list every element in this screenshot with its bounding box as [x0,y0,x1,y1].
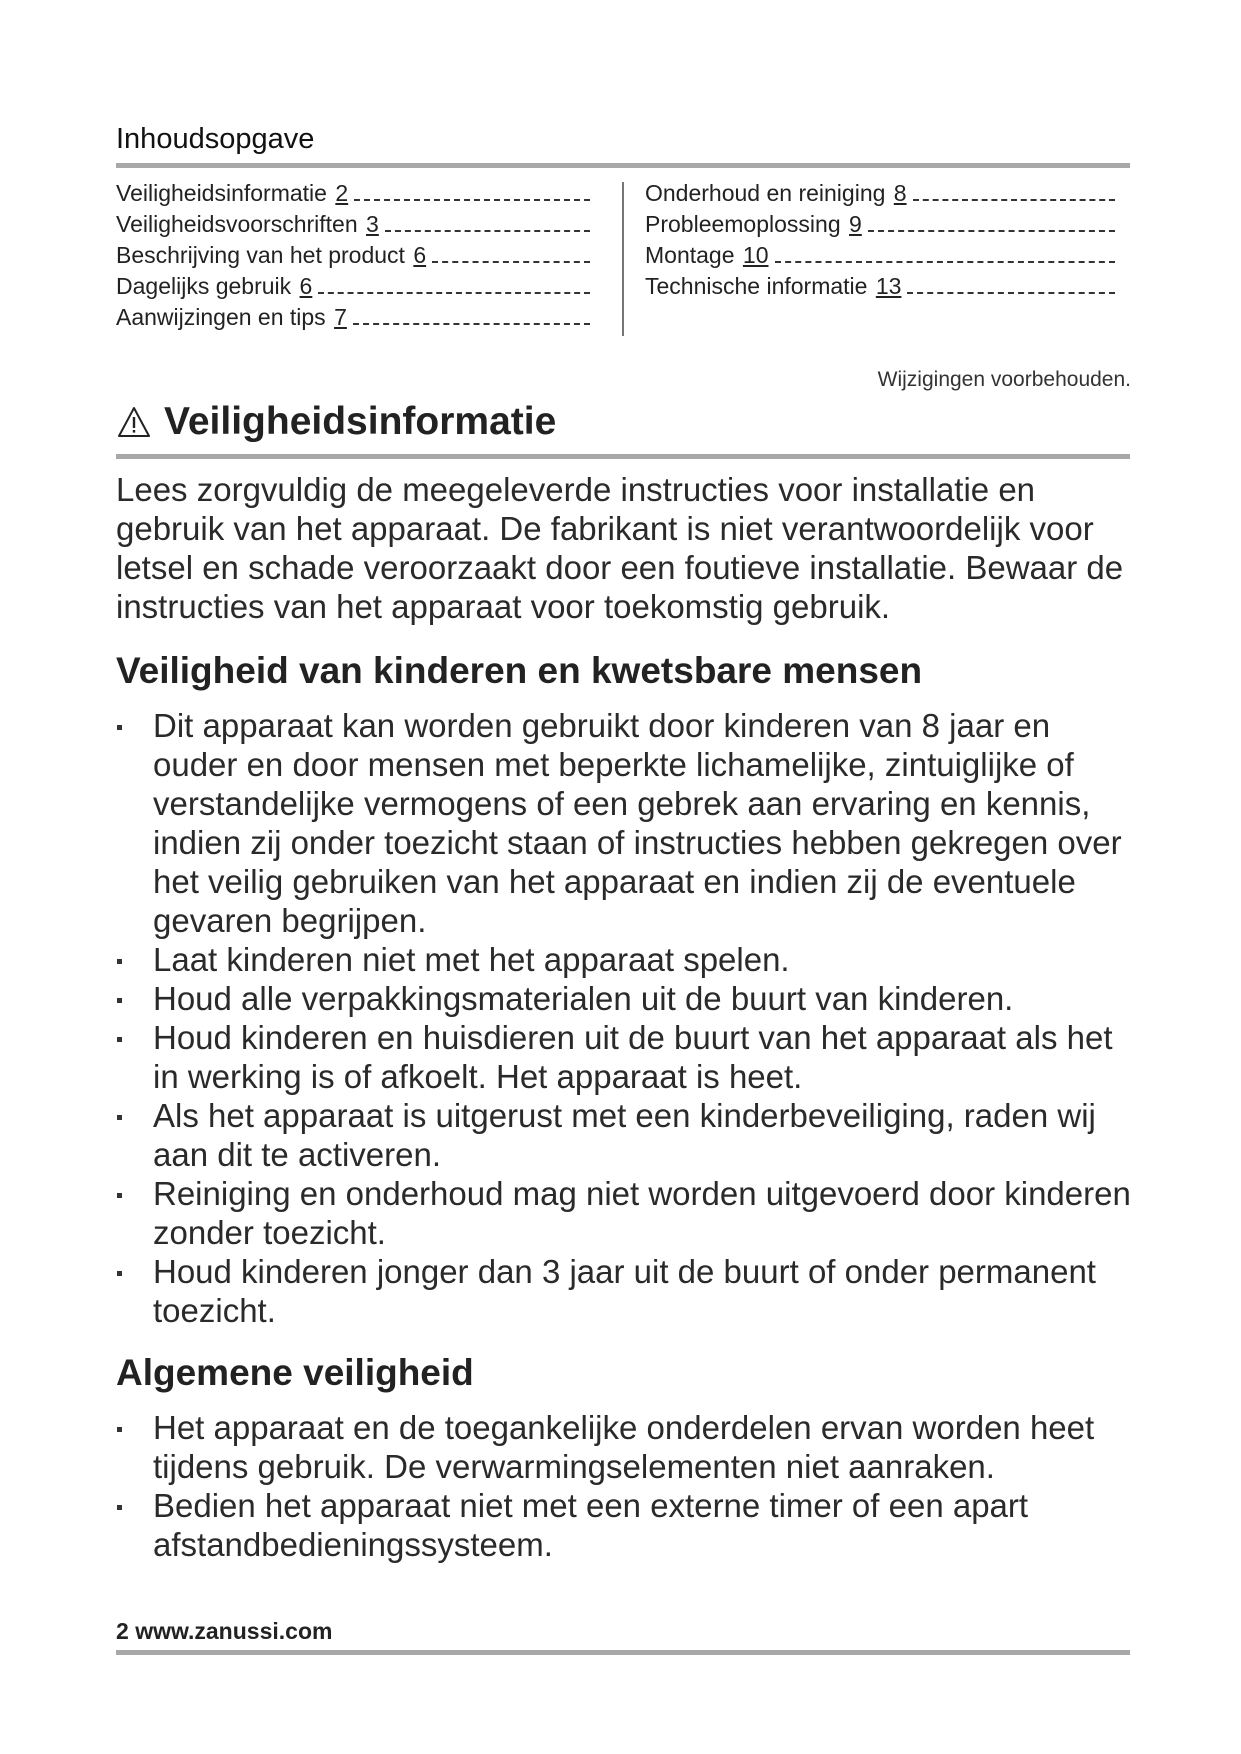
toc-entry[interactable] [645,273,1115,304]
toc-leader [318,274,590,294]
children-safety-list [116,706,1136,1330]
toc-entry-page: 2 [335,180,349,206]
general-safety-list [116,1408,1136,1564]
toc-right-column [645,180,1115,304]
toc-title: Inhoudsopgave [116,123,315,155]
toc-column-divider [622,182,624,336]
toc-entry-label: Montage [645,242,735,268]
list-item: Bedien het apparaat niet met een externe timer of een apart afstandbedieningssysteem. [116,1486,1136,1564]
toc-entry-page: 13 [875,273,902,299]
toc-entry-page: 8 [893,180,907,206]
toc-leader [775,243,1116,263]
toc-leader [907,274,1115,294]
intro-paragraph: Lees zorgvuldig de meegeleverde instructies voor installatie en gebruik van het apparaat. De fabrikant is niet verantwoordelijk voor letsel en schade veroorzaakt door een foutieve installatie. Bewaar de instructies van het apparaat voor toekomstig gebruik. [116,471,1124,625]
toc-entry[interactable] [645,211,1115,242]
toc-entry[interactable] [116,180,590,211]
toc-rule [116,163,1130,168]
toc-leader [868,212,1115,232]
general-safety-title: Algemene veiligheid [116,1352,474,1393]
toc-entry-label: Aanwijzingen en tips [116,304,326,330]
list-item: Houd kinderen en huisdieren uit de buurt van het apparaat als het in werking is of afkoelt. Het apparaat is heet. [116,1018,1136,1096]
toc-entry-label: Technische informatie [645,273,868,299]
disclaimer-note: Wijzigingen voorbehouden. [877,368,1131,391]
toc-entry-page: 10 [742,242,769,268]
toc-entry[interactable] [116,304,590,335]
list-item: Houd kinderen jonger dan 3 jaar uit de buurt of onder permanent toezicht. [116,1252,1136,1330]
toc-entry-page: 9 [849,211,862,237]
toc-entry-page: 6 [413,242,427,268]
children-safety-title: Veiligheid van kinderen en kwetsbare mensen [116,650,923,691]
toc-entry-label: Probleemoplossing [645,211,841,237]
toc-entry-page: 7 [334,304,347,330]
toc-entry[interactable] [645,180,1115,211]
section-rule [116,454,1130,459]
website-link[interactable]: www.zanussi.com [135,1618,333,1644]
toc-entry-label: Dagelijks gebruik [116,273,292,299]
toc-entry-page: 6 [299,273,313,299]
toc-leader [913,181,1115,201]
toc-entry-label: Beschrijving van het product [116,242,405,268]
list-item: Dit apparaat kan worden gebruikt door kinderen van 8 jaar en ouder en door mensen met beperkte lichamelijke, zintuiglijke of verstandelijke vermogens of een gebrek aan ervaring en kennis, indien zij onder toezicht staan of instructies hebben gekregen over het veilig gebruiken van het apparaat en indien zij de eventuele gevaren begrijpen. [116,706,1136,940]
toc-entry-label: Veiligheidsvoorschriften [116,211,358,237]
toc-entry[interactable] [116,242,590,273]
warning-triangle-icon [116,405,152,439]
toc-entry[interactable] [645,242,1115,273]
page-number: 2 [116,1618,129,1644]
toc-entry-label: Veiligheidsinformatie [116,180,327,206]
page-footer [116,1618,332,1645]
toc-entry[interactable] [116,273,590,304]
footer-rule [116,1650,1130,1655]
toc-leader [353,305,590,325]
toc-entry-page: 3 [366,211,379,237]
toc-leader [385,212,590,232]
section-title: Veiligheidsinformatie [164,400,557,443]
list-item: Reiniging en onderhoud mag niet worden uitgevoerd door kinderen zonder toezicht. [116,1174,1136,1252]
section-heading [116,400,556,444]
toc-leader [432,243,590,263]
list-item: Als het apparaat is uitgerust met een kinderbeveiliging, raden wij aan dit te activeren. [116,1096,1136,1174]
toc-entry[interactable] [116,211,590,242]
toc-leader [354,181,590,201]
toc-entry-label: Onderhoud en reiniging [645,180,886,206]
list-item: Het apparaat en de toegankelijke onderdelen ervan worden heet tijdens gebruik. De verwarmingselementen niet aanraken. [116,1408,1136,1486]
list-item: Houd alle verpakkingsmaterialen uit de buurt van kinderen. [116,979,1136,1018]
toc-left-column [116,180,590,335]
list-item: Laat kinderen niet met het apparaat spelen. [116,940,1136,979]
